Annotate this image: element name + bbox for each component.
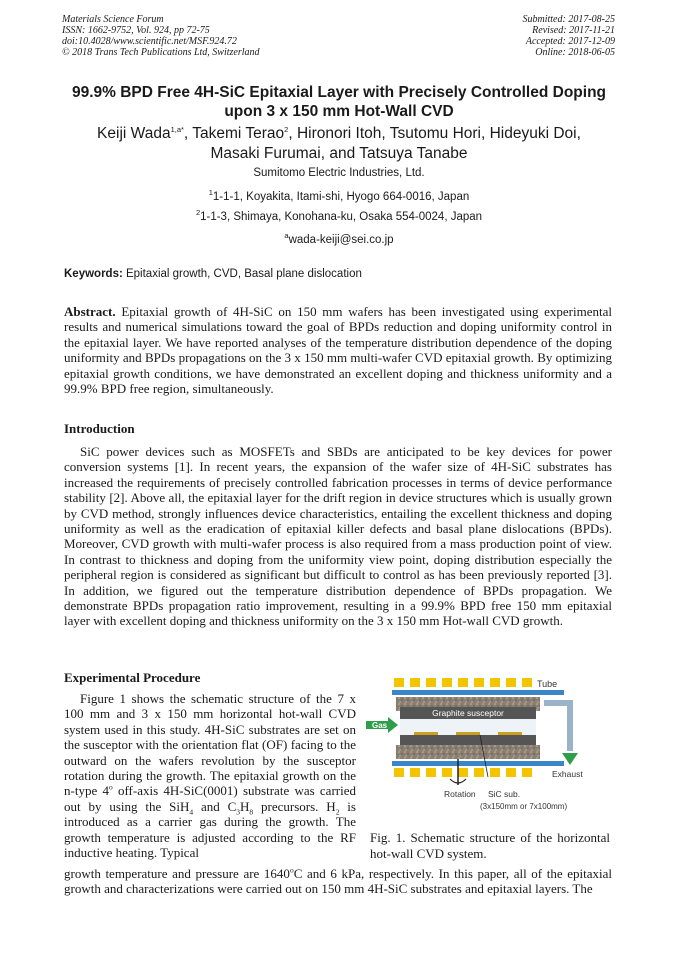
exhaust-pipe bbox=[544, 703, 570, 751]
exp2-degree: o bbox=[289, 865, 294, 875]
affiliation-2-text: 1-1-3, Shimaya, Konohana-ku, Osaka 554-0024, Japan bbox=[200, 211, 483, 223]
tube-wall-bottom bbox=[392, 761, 564, 766]
gas-label: Gas bbox=[372, 721, 388, 730]
date-submitted: Submitted: 2017-08-25 bbox=[522, 14, 615, 25]
author-terao-sup: 2 bbox=[284, 124, 289, 134]
insulation-bottom bbox=[396, 745, 540, 759]
author-others: , Hironori Itoh, Tsutomu Hori, Hideyuki Doi, bbox=[288, 125, 581, 142]
author-wada-sup: 1,a* bbox=[170, 124, 184, 134]
exp-sub-c3: 3 bbox=[236, 807, 241, 817]
exhaust-arrow-icon bbox=[562, 753, 578, 765]
title-line-2: upon 3 x 150 mm Hot-Wall CVD bbox=[224, 103, 454, 120]
affiliation-1-sup: 1 bbox=[208, 188, 213, 198]
exp2-text-b: C and 6 kPa, respectively. In this paper, all of the epitaxial growth and characterizations were carried out on 150 mm 4H-SiC substrates and epitaxial layers. The bbox=[64, 866, 613, 897]
cvd-schematic-figure bbox=[362, 673, 612, 823]
journal-doi: doi:10.4028/www.scientific.net/MSF.924.72 bbox=[62, 36, 237, 47]
affiliation-1-text: 1-1-1, Koyakita, Itami-shi, Hyogo 664-0016, Japan bbox=[212, 191, 470, 203]
author-wada: Keiji Wada bbox=[97, 125, 171, 142]
author-email bbox=[50, 233, 628, 247]
experimental-heading: Experimental Procedure bbox=[64, 670, 201, 685]
date-online: Online: 2018-06-05 bbox=[535, 47, 615, 58]
journal-issn: ISSN: 1662-9752, Vol. 924, pp 72-75 bbox=[62, 25, 210, 36]
rotation-label: Rotation bbox=[444, 789, 476, 799]
date-accepted: Accepted: 2017-12-09 bbox=[525, 36, 615, 47]
exp-degree-1: o bbox=[108, 783, 113, 793]
experimental-para-1 bbox=[64, 691, 356, 860]
exp-sub-h8: 8 bbox=[249, 807, 254, 817]
email-sup: a bbox=[284, 231, 289, 241]
keywords bbox=[64, 268, 616, 280]
keywords-label: Keywords: bbox=[64, 268, 123, 280]
tube-label: Tube bbox=[537, 679, 558, 689]
wafer-3 bbox=[498, 732, 522, 735]
experimental-para-2 bbox=[64, 866, 612, 897]
wafer-1 bbox=[414, 732, 438, 735]
abstract bbox=[64, 304, 612, 396]
susceptor-bottom bbox=[400, 735, 536, 745]
exp-sub-sih4: 4 bbox=[189, 807, 194, 817]
author-line-2: Masaki Furumai, and Tatsuya Tanabe bbox=[210, 145, 468, 162]
exp-sub-h2: 2 bbox=[335, 807, 340, 817]
exhaust-label: Exhaust bbox=[552, 769, 583, 779]
journal-name: Materials Science Forum bbox=[62, 14, 164, 25]
affiliation-2-sup: 2 bbox=[195, 208, 201, 218]
submission-dates bbox=[523, 14, 616, 58]
exp-text-d: H bbox=[240, 798, 250, 814]
wafer-2 bbox=[456, 732, 480, 735]
affiliation-1 bbox=[50, 190, 628, 204]
exp-text-a: Figure 1 shows the schematic structure of the 7 x 100 mm and 3 x 150 mm horizontal hot-wall CVD system used in this study. 4H-SiC substrates are set on the susceptor with the orientation flat (OF) facing to the outward on the wafers revolution by the susceptor rotation during the growth. The epitaxial growth on the n-type 4 bbox=[64, 691, 356, 799]
sic-sub-label: SiC sub. bbox=[488, 789, 521, 799]
affiliation-company: Sumitomo Electric Industries, Ltd. bbox=[253, 167, 425, 179]
author-terao: , Takemi Terao bbox=[183, 125, 285, 142]
exp2-text-a: growth temperature and pressure are 1640 bbox=[64, 866, 290, 881]
introduction-text: SiC power devices such as MOSFETs and SBDs are anticipated to be key devices for power conversion systems [1]. In recent years, the expansion of the wafer size of 4H-SiC substrates has increased the requirements of precisely controlled fabrication processes in terms of device performance stability [2]. Above all, the epitaxial layer for the drift region in device structures which is usually grown by CVD method, strongly influences device characteristics, entailing the excellent thickness and doping uniformity as well as the eradication of epitaxial killer defects and basal plane dislocations (BPDs). Moreover, CVD growth with multi-wafer process is also required from a mass production point of view. In contrast to thickness and doping from the uniformity view point, doping distribution especially the peripheral region is considered as significant but difficult to control as has been previously reported [3]. In addition, we figured out the temperature distribution dependence of BPDs propagation. We demonstrate BPDs propagation ratio improvement, resulting in a 99.9% BPD free 150 mm epitaxial layer with excellent doping and thickness uniformity on the 3 x 150 mm Hot-wall CVD growth. bbox=[64, 444, 612, 629]
susceptor-label: Graphite susceptor bbox=[432, 708, 504, 718]
date-revised: Revised: 2017-11-21 bbox=[532, 25, 615, 36]
affiliation-2 bbox=[50, 210, 628, 224]
exp-text-c: and C bbox=[193, 798, 237, 814]
author-list bbox=[50, 124, 628, 164]
paper-title bbox=[50, 83, 628, 121]
exp-text-b: off-axis 4H-SiC(0001) substrate was carried out by using the SiH bbox=[64, 783, 356, 814]
keywords-text: Epitaxial growth, CVD, Basal plane dislocation bbox=[122, 268, 362, 280]
journal-info bbox=[62, 14, 260, 58]
sic-size-label: (3x150mm or 7x100mm) bbox=[480, 802, 568, 811]
abstract-text: Epitaxial growth of 4H-SiC on 150 mm wafers has been investigated using experimental results and numerical simulations toward the goal of BPDs reduction and doping uniformity control in the epitaxial layer. We have reported analyses of the temperature distribution dependence of the doping uniformity and BPDs propagations on the 3 x 150 mm multi-wafer CVD epitaxial growth. By optimizing epitaxial growth conditions, we have demonstrated an excellent doping and thickness uniformity and a 99.9% BPD free region, simultaneously. bbox=[64, 304, 612, 397]
exp-text-e: precursors. H bbox=[253, 798, 336, 814]
rf-coil-bottom bbox=[394, 768, 532, 777]
abstract-label: Abstract. bbox=[64, 304, 116, 319]
journal-copyright: © 2018 Trans Tech Publications Ltd, Switzerland bbox=[62, 47, 260, 58]
rf-coil-top bbox=[394, 678, 532, 687]
tube-wall-top bbox=[392, 690, 564, 695]
exp-text-f: is introduced as a carrier gas during the growth. The growth temperature is adjusted according to the RF inductive heating. Typical bbox=[64, 798, 356, 861]
author-line-1 bbox=[50, 124, 628, 144]
figure-caption: Fig. 1. Schematic structure of the horizontal hot-wall CVD system. bbox=[370, 830, 610, 861]
title-line-1: 99.9% BPD Free 4H-SiC Epitaxial Layer with Precisely Controlled Doping bbox=[71, 84, 607, 101]
introduction-heading: Introduction bbox=[64, 421, 135, 436]
email-text: wada-keiji@sei.co.jp bbox=[288, 234, 394, 246]
